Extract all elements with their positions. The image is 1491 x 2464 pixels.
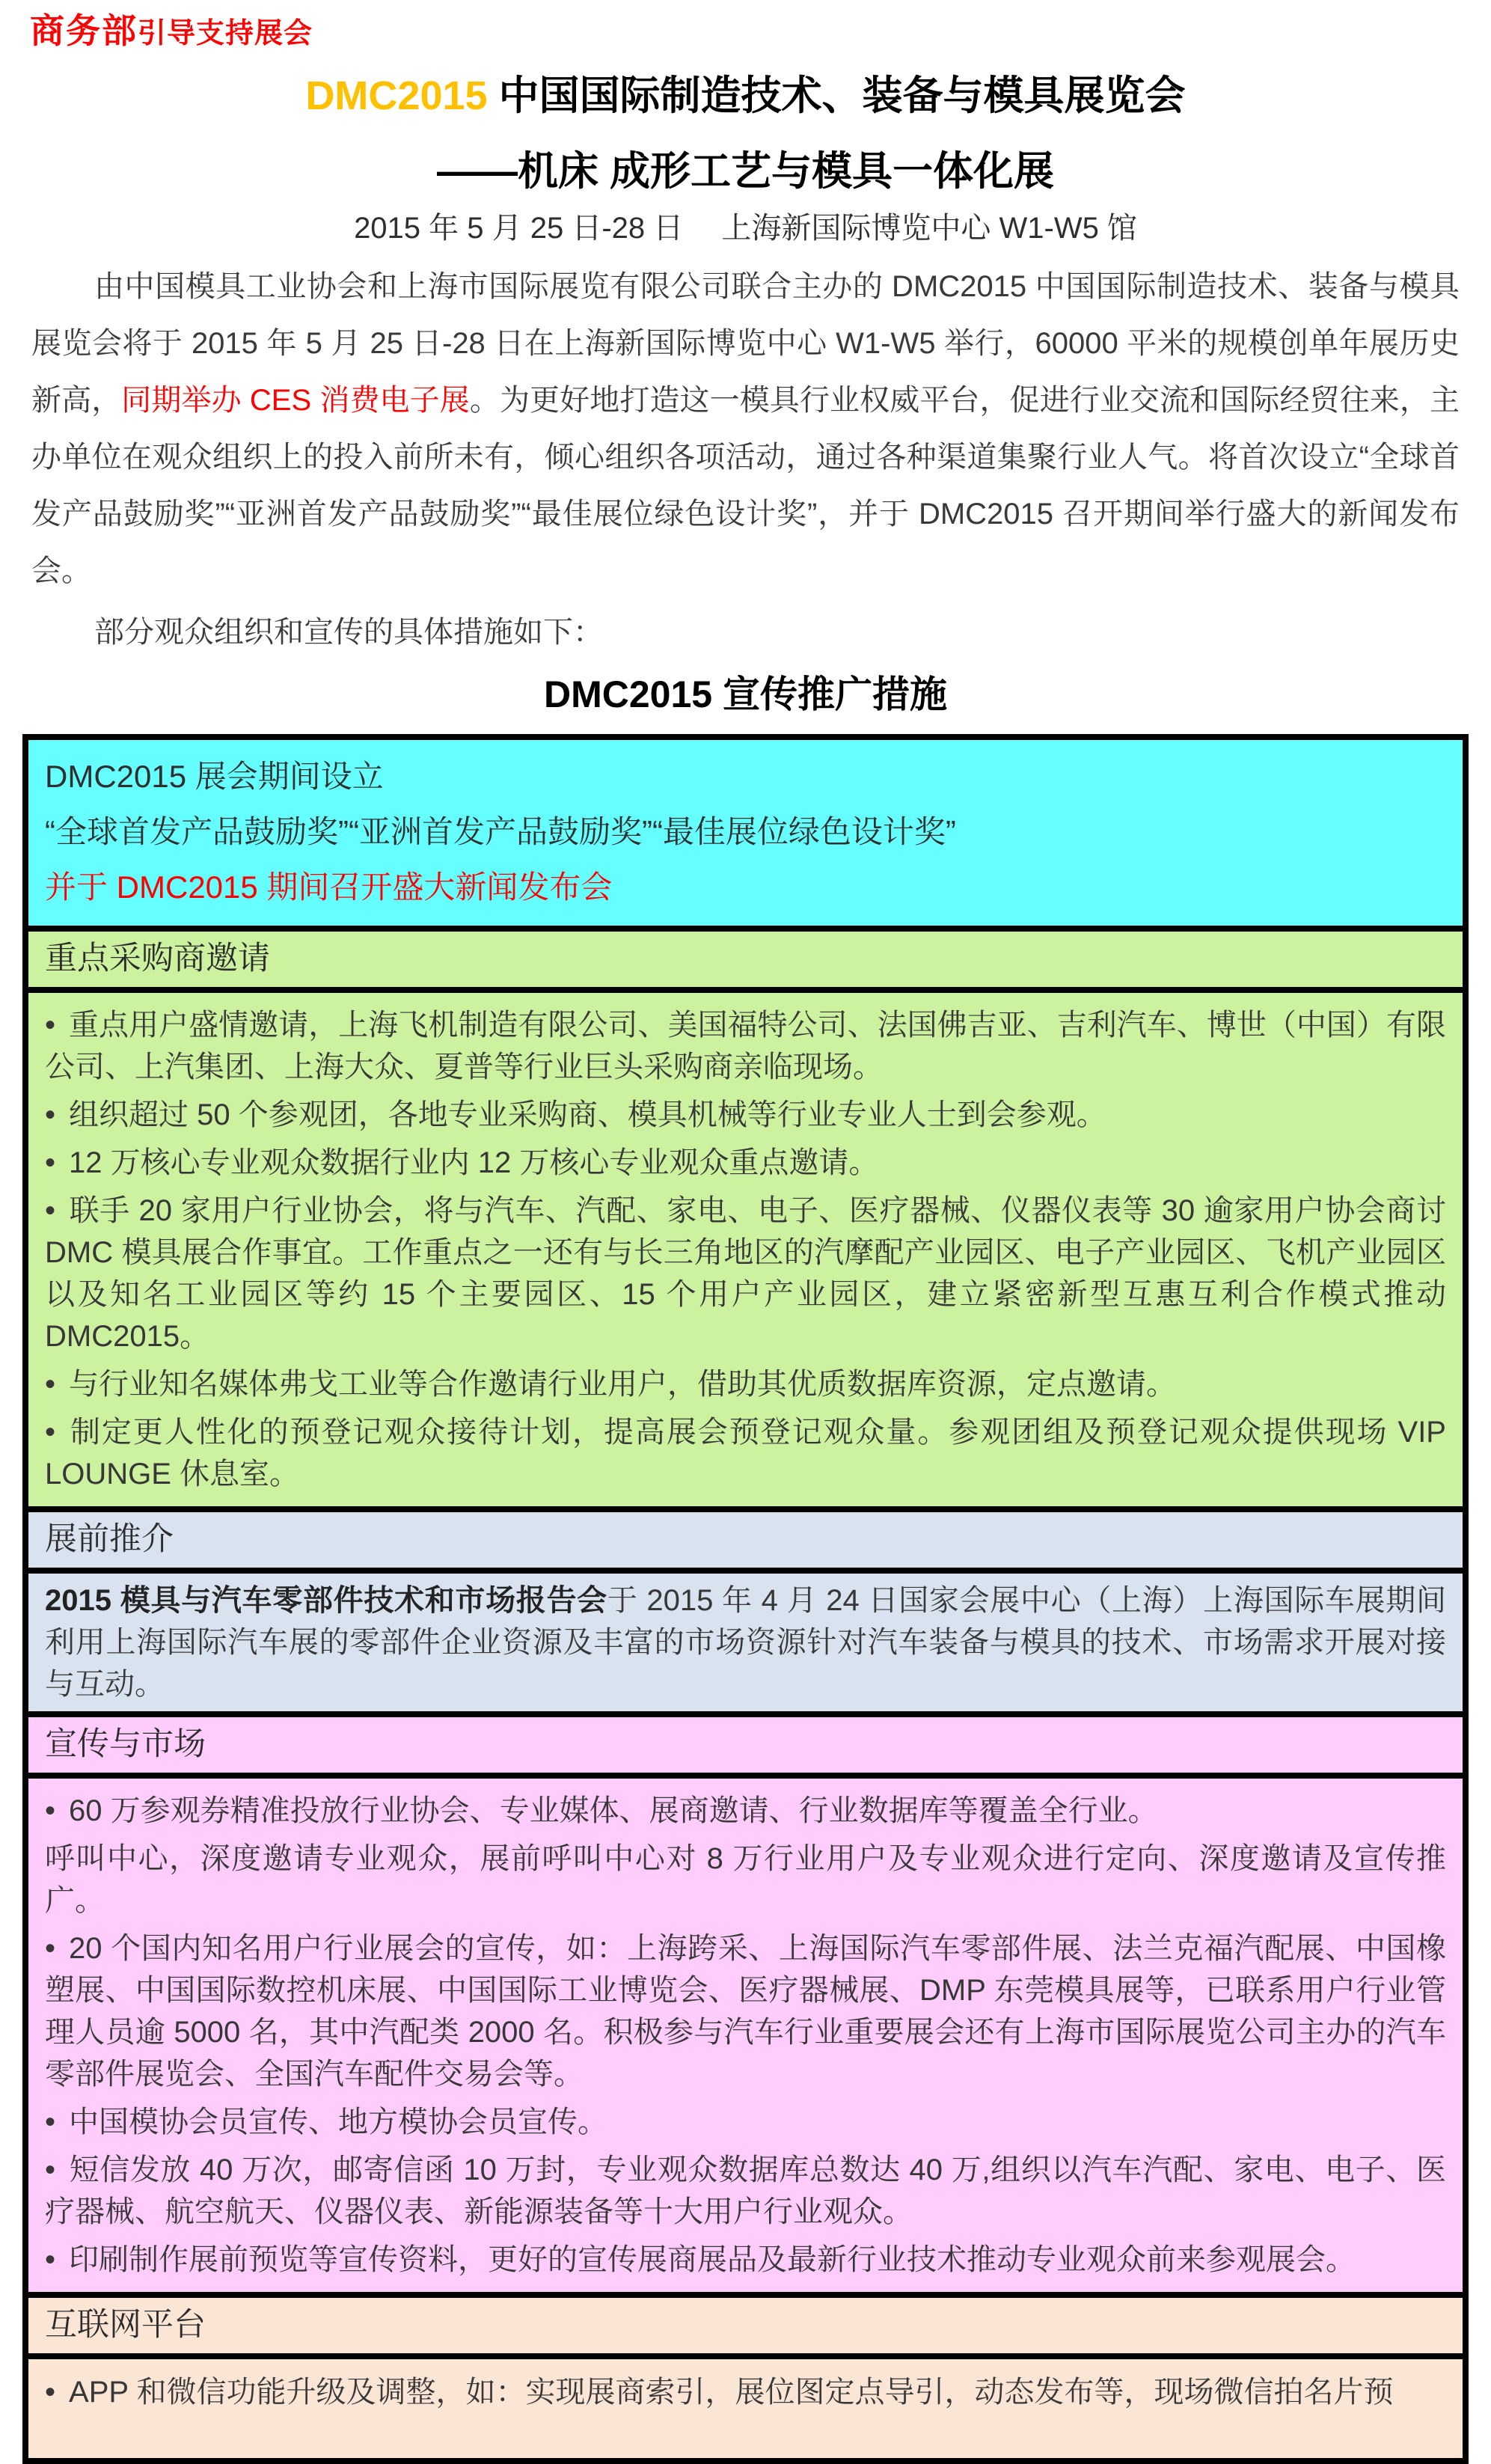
document-page <box>0 10 1491 2409</box>
intro-text-after: 。为更好地打造这一模具行业权威平台，促进行业交流和国际经贸往来，主办单位在观众组织上的投入前所未有，倾心组织各项活动，通过各种渠道集聚行业人气。将首次设立“全球首发产品鼓励奖”“亚洲首发产品鼓励奖”“最佳展位绿色设计奖”，并于 DMC2015 召开期间举行盛大的新闻发布会。 <box>31 384 1460 588</box>
awards-box <box>28 740 1463 926</box>
section-header-pre-show: 展前推介 <box>28 1506 1463 1568</box>
promo-table <box>22 734 1469 2464</box>
bullet-item <box>45 2101 1446 2143</box>
ministry-note <box>30 10 1461 52</box>
ministry-note-large: 商务部 <box>30 11 138 50</box>
promo-table-title: DMC2015 宣传推广措施 <box>544 673 947 716</box>
bullet-text: APP 和微信功能升级及调整，如：实现展商索引，展位图定点导引，动态发布等，现场微信拍名片预 <box>69 2376 1394 2409</box>
bullet-item <box>45 1790 1446 1832</box>
bullet-item <box>45 1142 1446 1184</box>
pre-show-body <box>28 1568 1463 1711</box>
bullet-text: 联手 20 家用户行业协会，将与汽车、汽配、家电、电子、医疗器械、仪器仪表等 30 逾家用户协会商讨 DMC 模具展合作事宜。工作重点之一还有与长三角地区的汽摩配产业园区、电子产业园区、飞机产业园区以及知名工业园区等约 15 个主要园区、15 个用户产业园区，建立紧密新型互惠互利合作模式推动 DMC2015。 <box>45 1194 1446 1354</box>
date-venue-line: 2015 年 5 月 25 日-28 日 上海新国际博览中心 W1-W5 馆 <box>354 212 1137 245</box>
award-line-2: “全球首发产品鼓励奖”“亚洲首发产品鼓励奖”“最佳展位绿色设计奖” <box>45 814 956 850</box>
bullet-icon: • <box>45 2153 56 2187</box>
title-rest: 中国国际制造技术、装备与模具展览会 <box>487 73 1186 119</box>
section-header-marketing: 宣传与市场 <box>28 1711 1463 1773</box>
title-highlight: DMC2015 <box>305 73 488 119</box>
page-title <box>45 71 1446 122</box>
bullet-text: 60 万参观券精准投放行业协会、专业媒体、展商邀请、行业数据库等覆盖全行业。 <box>69 1794 1158 1828</box>
bullet-item <box>45 1190 1446 1357</box>
intro-paragraph <box>31 258 1460 599</box>
intro-text-before: 由中国模具工业协会和上海市国际展览有限公司联合主办的 DMC2015 中国国际制造技术、装备与模具展览会将于 2015 年 5 月 25 日-28 日在上海新国际博览中心 W1-W5 举行，60000 平米的规模创单年展历史新高， <box>31 270 1460 418</box>
page-subtitle: ——机床 成形工艺与模具一体化展 <box>436 148 1054 194</box>
intro-highlight-red: 同期举办 CES 消费电子展 <box>121 384 470 418</box>
bullet-text: 重点用户盛情邀请，上海飞机制造有限公司、美国福特公司、法国佛吉亚、吉利汽车、博世（中国）有限公司、上汽集团、上海大众、夏普等行业巨头采购商亲临现场。 <box>45 1009 1446 1084</box>
bullet-icon: • <box>45 2243 56 2277</box>
plain-text: 呼叫中心，深度邀请专业观众，展前呼叫中心对 8 万行业用户及专业观众进行定向、深度邀请及宣传推广。 <box>45 1842 1446 1918</box>
bullet-item <box>45 2149 1446 2233</box>
bullet-item <box>45 2371 1446 2413</box>
bullet-icon: • <box>45 1794 56 1828</box>
bullet-text: 中国模协会员宣传、地方模协会员宣传。 <box>69 2106 608 2139</box>
bullet-icon: • <box>45 1009 56 1042</box>
bullet-icon: • <box>45 2376 56 2409</box>
pre-show-bold-lead: 2015 模具与汽车零部件技术和市场报告会 <box>45 1584 607 1618</box>
award-line-3: 并于 DMC2015 期间召开盛大新闻发布会 <box>45 869 613 905</box>
key-buyers-body <box>28 987 1463 1506</box>
ministry-note-small: 引导支持展会 <box>138 18 313 49</box>
bullet-icon: • <box>45 1146 56 1180</box>
marketing-body <box>28 1773 1463 2292</box>
bullet-icon: • <box>45 1194 56 1228</box>
bullet-icon: • <box>45 2106 56 2139</box>
pre-show-text: 于 2015 年 4 月 24 日国家会展中心（上海）上海国际车展期间利用上海国际汽车展的零部件企业资源及丰富的市场资源针对汽车装备与模具的技术、市场需求开展对接与互动。 <box>45 1584 1446 1702</box>
plain-item <box>45 1838 1446 1922</box>
award-line-1: DMC2015 展会期间设立 <box>45 759 384 795</box>
bullet-text: 12 万核心专业观众数据行业内 12 万核心专业观众重点邀请。 <box>69 1146 879 1180</box>
bullet-text: 与行业知名媒体弗戈工业等合作邀请行业用户，借助其优质数据库资源，定点邀请。 <box>69 1368 1177 1401</box>
internet-body <box>28 2353 1463 2458</box>
bullet-icon: • <box>45 1416 56 1449</box>
bullet-text: 制定更人性化的预登记观众接待计划，提高展会预登记观众量。参观团组及预登记观众提供现场 VIP LOUNGE 休息室。 <box>45 1416 1446 1491</box>
bullet-icon: • <box>45 1932 56 1966</box>
section-header-key-buyers: 重点采购商邀请 <box>28 926 1463 987</box>
bullet-icon: • <box>45 1368 56 1401</box>
bullet-item <box>45 1411 1446 1495</box>
bullet-text: 短信发放 40 万次，邮寄信函 10 万封，专业观众数据库总数达 40 万,组织以汽车汽配、家电、电子、医疗器械、航空航天、仪器仪表、新能源装备等十大用户行业观众。 <box>45 2153 1446 2229</box>
bullet-item <box>45 2239 1446 2281</box>
measures-intro: 部分观众组织和宣传的具体措施如下： <box>94 616 603 649</box>
bullet-item <box>45 1004 1446 1088</box>
bullet-text: 组织超过 50 个参观团，各地专业采购商、模具机械等行业专业人士到会参观。 <box>69 1098 1106 1132</box>
bullet-item <box>45 1928 1446 2095</box>
section-header-internet: 互联网平台 <box>28 2292 1463 2353</box>
bullet-item <box>45 1363 1446 1405</box>
pre-show-paragraph <box>45 1580 1446 1705</box>
bullet-item <box>45 1094 1446 1136</box>
bullet-icon: • <box>45 1098 56 1132</box>
bullet-text: 印刷制作展前预览等宣传资料，更好的宣传展商展品及最新行业技术推动专业观众前来参观展会。 <box>69 2243 1356 2277</box>
bullet-text: 20 个国内知名用户行业展会的宣传，如：上海跨采、上海国际汽车零部件展、法兰克福汽配展、中国橡塑展、中国国际数控机床展、中国国际工业博览会、医疗器械展、DMP 东莞模具展等，已联系用户行业管理人员逾 5000 名，其中汽配类 2000 名。积极参与汽车行业重要展会还有上海市国际展览公司主办的汽车零部件展览会、全国汽车配件交易会等。 <box>45 1932 1446 2091</box>
